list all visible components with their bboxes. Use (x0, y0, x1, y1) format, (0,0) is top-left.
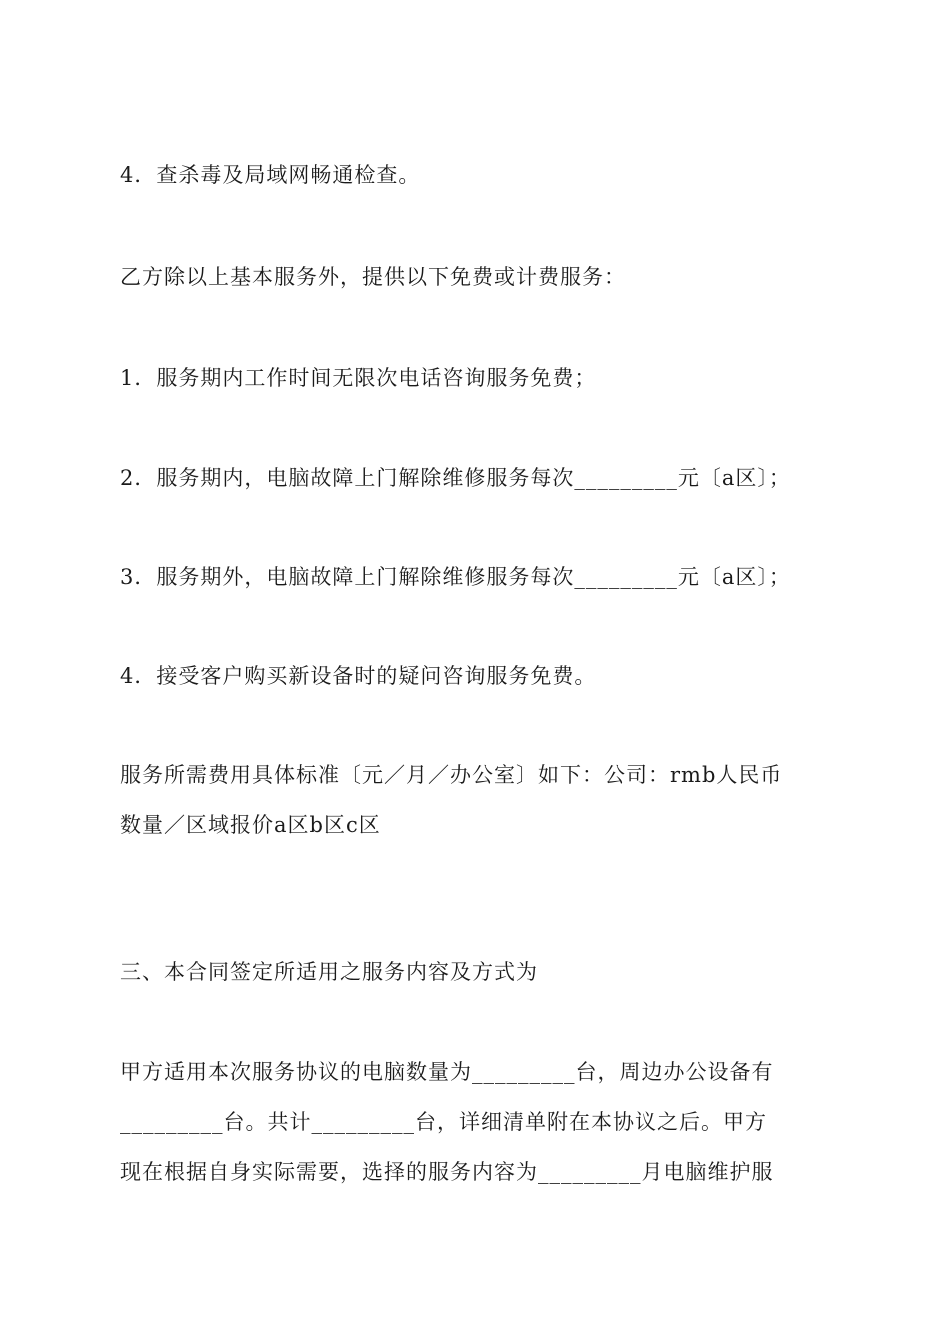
text-line-3: 1．服务期内工作时间无限次电话咨询服务免费； (120, 366, 597, 390)
text-line-7: 服务所需费用具体标准〔元／月／办公室〕如下：公司：rmb人民币 (120, 763, 783, 787)
text-line-4: 2．服务期内，电脑故障上门解除维修服务每次_________元〔a区〕； (120, 466, 791, 490)
text-line-12: 现在根据自身实际需要，选择的服务内容为_________月电脑维护服 (120, 1160, 774, 1184)
text-line-10: 甲方适用本次服务协议的电脑数量为_________台，周边办公设备有 (120, 1060, 774, 1084)
text-line-11: _________台。共计_________台，详细清单附在本协议之后。甲方 (120, 1110, 767, 1134)
text-line-1: 4．查杀毒及局域网畅通检查。 (120, 163, 421, 187)
text-line-6: 4．接受客户购买新设备时的疑问咨询服务免费。 (120, 664, 597, 688)
text-line-2: 乙方除以上基本服务外，提供以下免费或计费服务： (120, 265, 626, 289)
text-line-8: 数量／区域报价a区b区c区 (120, 813, 381, 837)
section-heading: 三、本合同签定所适用之服务内容及方式为 (120, 960, 538, 984)
text-line-5: 3．服务期外，电脑故障上门解除维修服务每次_________元〔a区〕； (120, 565, 791, 589)
